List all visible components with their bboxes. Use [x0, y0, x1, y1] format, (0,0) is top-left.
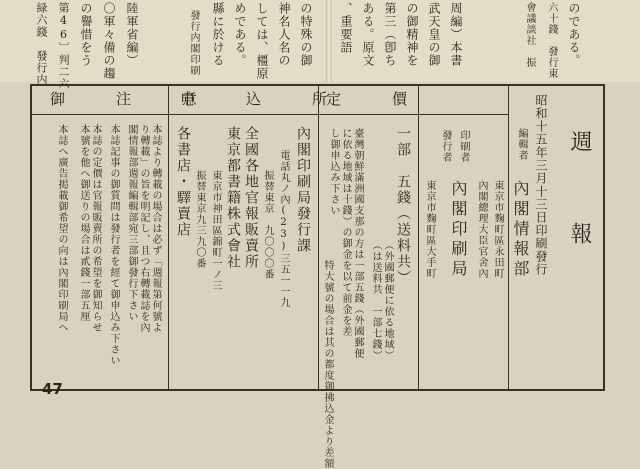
magazine-title: 週 報: [567, 130, 592, 268]
printer-label: 印刷者: [458, 130, 469, 163]
price-note-1: （外國郵便に依る地域）: [382, 240, 393, 361]
top-mid-col: の御精神を: [405, 2, 419, 67]
top-mid-col: めである。: [233, 2, 247, 67]
order-account-2: 振替東京九三九〇番: [194, 170, 205, 269]
top-mid-col: 第三（卽ち: [383, 2, 397, 67]
page-number: 47: [42, 380, 63, 398]
top-right-col: のである。: [567, 2, 581, 67]
top-mid-col: 周編）本書: [449, 2, 463, 67]
notice-3a: 本誌の定價は官報販賣所の希望を御知らせ: [90, 124, 101, 333]
section-divider: [168, 86, 169, 389]
order-office-4: 各書店・驛賣店: [175, 126, 191, 238]
order-tel-1: 電話丸ノ內(23)三五一一九: [278, 150, 289, 308]
notice-4: 本誌へ廣告掲載御希望の向は內閣印刷局へ: [56, 124, 67, 333]
price-bullet-1b: に依る地域は十錢）の御金を以て前金を差: [340, 128, 351, 337]
printer-name: 內閣印刷局: [449, 180, 468, 280]
top-left-col: 第46〕判二六: [57, 2, 70, 90]
price-bullet-2a: 特大號の場合は其の都度御拂込金より差額: [322, 260, 333, 469]
notices-header: 御 注 意: [50, 90, 216, 108]
printer-address: 東京市麴町區大手町: [424, 180, 435, 279]
section-divider: [318, 86, 319, 389]
header-divider: [32, 114, 508, 115]
top-left-col: 〇軍々備の趨: [102, 2, 116, 80]
publication-date: 昭和十五年三月十三日印刷發行: [534, 94, 548, 276]
price-note-2: （は送料共 一部七錢）: [370, 240, 381, 361]
top-left-col: 緑六錢 發行内: [35, 2, 48, 86]
publisher-label: 發行者: [440, 130, 451, 163]
top-mid-col: ある。原文: [361, 2, 375, 67]
top-right-col: 會議談社 振: [524, 2, 535, 68]
previous-page-strip: [0, 0, 640, 82]
top-mid-col: 武天皇の御: [427, 2, 441, 67]
top-mid-col: の特殊の御: [299, 2, 313, 67]
section-divider: [418, 86, 419, 389]
price-header: 定 價: [326, 90, 426, 108]
order-address-2: 東京市神田區錦町一ノ三: [210, 170, 221, 291]
notice-3b: 本號を他へ御送りの場合は貳錢一部五厘: [78, 124, 89, 322]
notice-2: 本誌記事の御質問は發行者を經て御申込み下さい: [108, 124, 119, 366]
price-bullet-1a: 臺灣朝鮮滿洲國支那の方は一部五錢（外國郵便: [352, 128, 363, 359]
order-office-1: 內閣印刷局發行課: [295, 126, 311, 254]
section-divider: [508, 86, 509, 389]
price-main: 一部 五錢（送料共）: [395, 126, 411, 286]
orders-header: 申 込 所: [180, 90, 346, 108]
order-account-1: 振替東京 九〇〇〇番: [262, 170, 273, 280]
notice-1b: り轉載」の旨を明記し、且つ右轉載誌を內: [138, 124, 149, 333]
top-right-col: 六十錢 發行東: [546, 2, 557, 79]
editor-name: 內閣情報部: [511, 180, 530, 280]
editor-address: 東京市麴町區永田町: [492, 180, 503, 279]
top-mid-col: 縣に於ける: [211, 2, 225, 67]
editor-address-2: 內閣總理大臣官舍內: [476, 180, 487, 279]
notice-1c: 閣情報部週報編輯部宛三部御發行下さい: [126, 124, 137, 322]
top-mid-col: 、重要語: [339, 2, 353, 54]
notice-1a: 本誌より轉載の場合は必ず「週報第何號よ: [150, 124, 161, 333]
top-left-col: の譽惜をう: [79, 2, 93, 67]
editor-label: 編輯者: [516, 128, 527, 161]
book-spine: [326, 0, 332, 82]
order-office-2: 東京都書籍株式會社: [225, 126, 241, 270]
top-mid-col: 發行内閣印刷: [188, 10, 199, 76]
top-left-col: 陸軍省編）: [125, 2, 139, 67]
price-bullet-1c: し御申込み下さい: [328, 128, 339, 216]
top-mid-col: 神名人名の: [277, 2, 291, 67]
top-mid-col: しては、橿原: [255, 2, 269, 80]
order-office-3: 全國各地官報販賣所: [243, 126, 259, 270]
